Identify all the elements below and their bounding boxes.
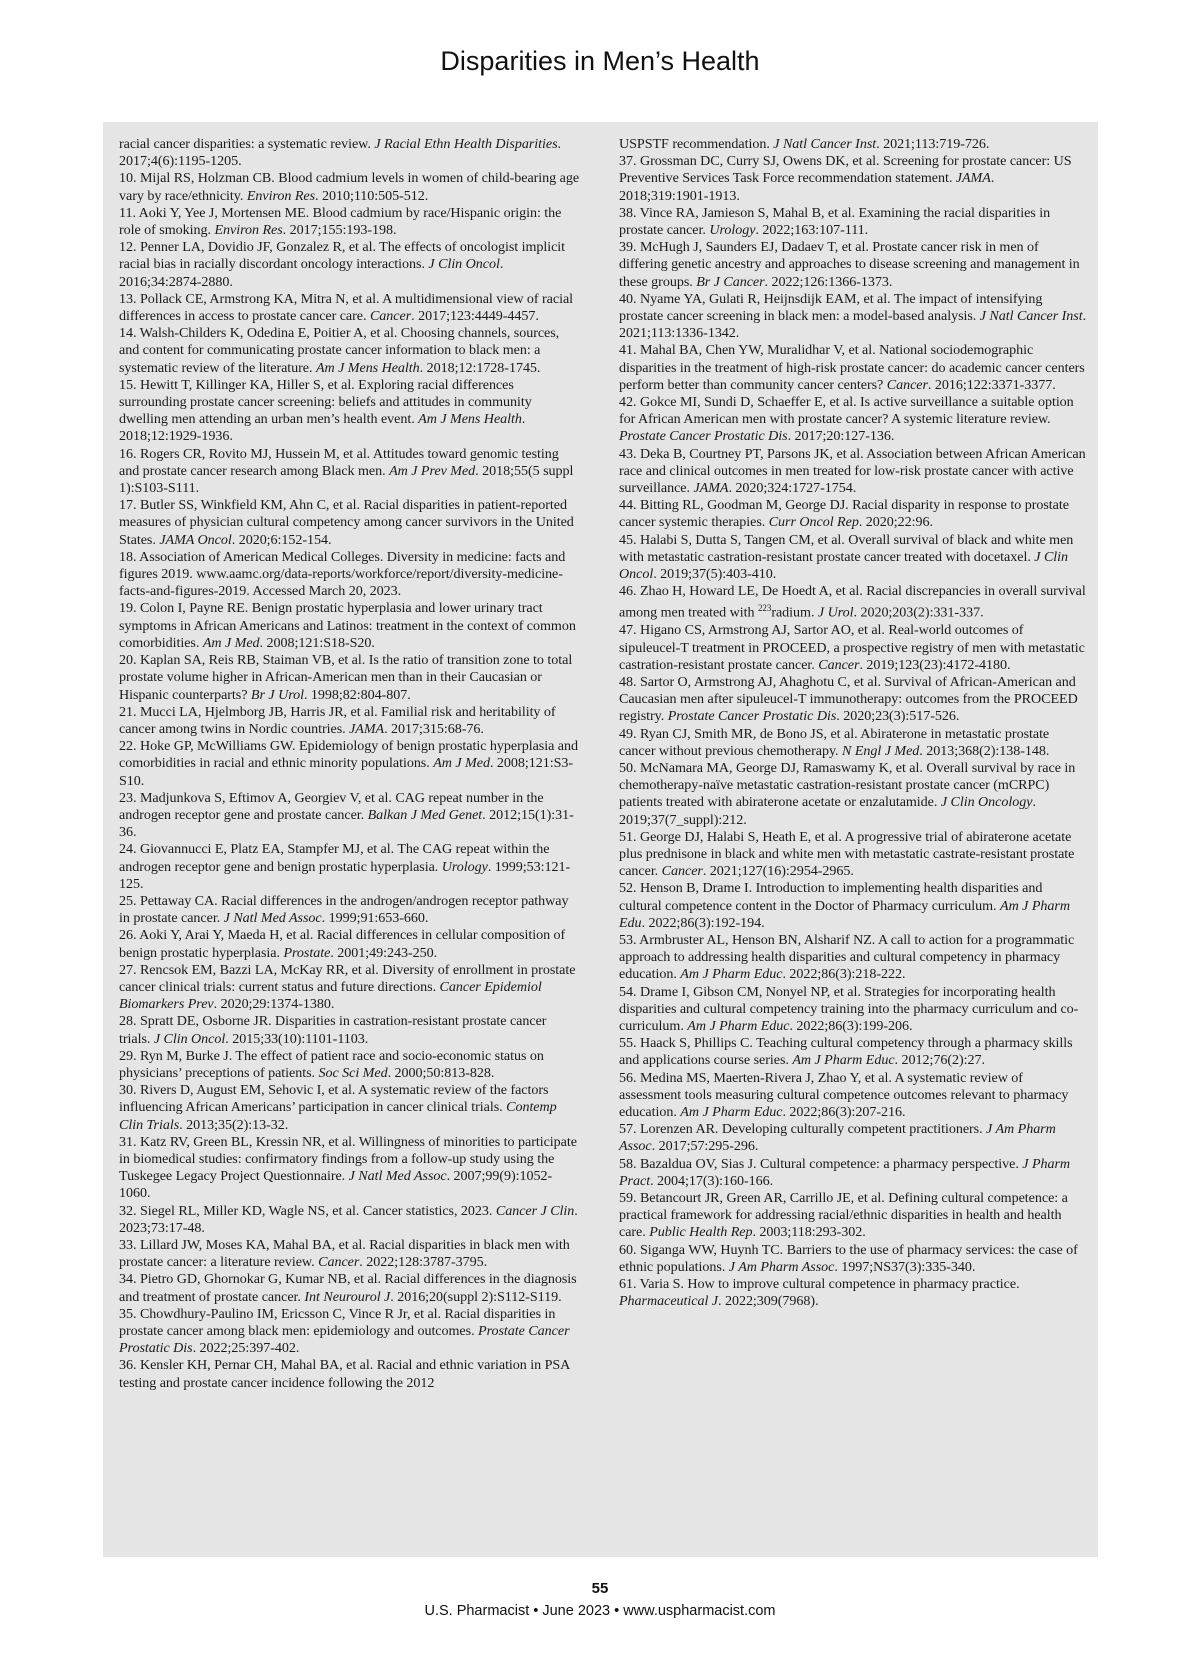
reference-citation: . 2020;23(3):517-526.: [836, 708, 960, 725]
reference-entry: [119, 927, 581, 961]
reference-citation: . 2000;50:813-828.: [387, 1064, 495, 1081]
reference-entry: [619, 1190, 1087, 1242]
reference-citation: . 2020;203(2):331-337.: [853, 605, 984, 622]
reference-journal: Environ Res: [246, 187, 316, 204]
reference-journal: Prostate Cancer Prostatic Dis: [119, 1323, 570, 1357]
reference-citation: . 2013;368(2):138-148.: [919, 742, 1050, 759]
reference-text: 49. Ryan CJ, Smith MR, de Bono JS, et al. Abiraterone in metastatic prostate cancer without previous chemotherapy.: [619, 725, 1050, 759]
reference-citation: . 2020;29:1374-1380.: [213, 996, 335, 1013]
reference-entry: [119, 205, 581, 239]
reference-journal: Br J Cancer: [696, 273, 765, 290]
reference-text: 25. Pettaway CA. Racial differences in the androgen/androgen receptor pathway in prostate cancer.: [119, 892, 569, 927]
reference-citation: . 2023;73:17-48.: [119, 1202, 578, 1236]
reference-text: racial cancer disparities: a systematic review.: [119, 136, 375, 152]
reference-citation: . 2013;35(2):13-32.: [179, 1116, 289, 1133]
reference-citation: . 2017;123:4449-4457.: [411, 308, 539, 325]
reference-text: 26. Aoki Y, Arai Y, Maeda H, et al. Racial differences in cellular composition of benign prostatic hyperplasia.: [119, 927, 566, 961]
page-title: Disparities in Men’s Health: [440, 46, 760, 76]
reference-entry: [119, 600, 581, 652]
reference-text: 59. Betancourt JR, Green AR, Carrillo JE, et al. Defining cultural competence: a practical framework for addressing racial/ethnic disparities in health and health care.: [619, 1190, 1068, 1241]
reference-citation: . 2001;49:243-250.: [330, 944, 438, 961]
reference-text: 22. Hoke GP, McWilliams GW. Epidemiology of benign prostatic hyperplasia and comorbidities in racial and ethnic minority populations.: [119, 738, 578, 772]
reference-text: radium.: [771, 605, 818, 622]
reference-citation: . 2008;121:S3-S10.: [119, 755, 574, 789]
reference-entry: [119, 1013, 581, 1047]
reference-entry: [119, 1306, 581, 1358]
reference-entry: [619, 205, 1087, 239]
reference-citation: . 2020;6:152-154.: [231, 531, 332, 548]
reference-citation: . 2003;118:293-302.: [752, 1224, 866, 1241]
reference-text: 10. Mijal RS, Holzman CB. Blood cadmium levels in women of child-bearing age vary by race/ethnicity.: [119, 170, 580, 204]
reference-entry: [619, 342, 1087, 394]
reference-citation: . 2021;113:719-726.: [876, 136, 990, 152]
reference-journal: JAMA Oncol: [159, 531, 232, 548]
reference-entry: [619, 1070, 1087, 1122]
reference-journal: J Natl Cancer Inst: [979, 308, 1083, 325]
reference-text: 47. Higano CS, Armstrong AJ, Sartor AO, et al. Real-world outcomes of sipuleucel-T treatment in PROCEED, a prospective registry of men with metastatic castration-resistant prostate cancer.: [619, 622, 1085, 673]
reference-citation: . 2020;324:1727-1754.: [728, 480, 857, 497]
reference-entry: [119, 1357, 581, 1391]
reference-citation: . 2008;121:S18-S20.: [259, 634, 375, 651]
reference-citation: . 2018;12:1728-1745.: [419, 359, 541, 376]
reference-journal: Cancer: [369, 308, 412, 325]
reference-journal: Urology: [441, 858, 488, 875]
reference-text: 36. Kensler KH, Pernar CH, Mahal BA, et al. Racial and ethnic variation in PSA testing and prostate cancer incidence following the 2012: [119, 1357, 570, 1391]
reference-entry: [119, 893, 581, 927]
reference-text: 50. McNamara MA, George DJ, Ramaswamy K, et al. Overall survival by race in chemotherapy-naïve metastatic castration-resistant prostate cancer (mCRPC) patients treated with abiraterone acetate or enzalutamide.: [619, 760, 1076, 811]
reference-citation: . 2022;128:3787-3795.: [359, 1254, 488, 1271]
reference-entry: [119, 136, 581, 170]
reference-entry: [119, 1134, 581, 1203]
reference-entry: [119, 497, 581, 549]
reference-citation: . 2022;86(3):207-216.: [782, 1104, 906, 1121]
reference-journal: Prostate: [283, 944, 331, 961]
references-column-left: [119, 136, 581, 1392]
reference-entry: [619, 1121, 1087, 1155]
reference-text: 40. Nyame YA, Gulati R, Heijnsdijk EAM, et al. The impact of intensifying prostate cancer screening in black men: a model-based analysis.: [619, 290, 1043, 325]
reference-text: 60. Siganga WW, Huynh TC. Barriers to the use of pharmacy services: the case of ethnic populations.: [619, 1241, 1078, 1275]
reference-text: 21. Mucci LA, Hjelmborg JB, Harris JR, et al. Familial risk and heritability of cancer among twins in Nordic countries.: [119, 703, 556, 737]
reference-citation: . 2021;127(16):2954-2965.: [702, 863, 854, 880]
reference-citation: . 2018;319:1901-1913.: [619, 170, 995, 204]
reference-text: 53. Armbruster AL, Henson BN, Alsharif NZ. A call to action for a programmatic approach to addressing health disparities and cultural competency in pharmacy education.: [619, 932, 1075, 983]
reference-citation: . 2017;57:295-296.: [651, 1138, 759, 1155]
reference-citation: . 2017;155:193-198.: [282, 222, 397, 239]
reference-text: 31. Katz RV, Green BL, Kressin NR, et al. Willingness of minorities to participate in biomedical studies: confirmatory findings from a follow-up study using the Tuskegee Legacy Project Questionnaire.: [119, 1133, 577, 1185]
reference-text: 56. Medina MS, Maerten-Rivera J, Zhao Y, et al. A systematic review of assessment tools measuring cultural competence outcomes relevant to pharmacy education.: [619, 1069, 1069, 1121]
reference-citation: . 2017;20:127-136.: [787, 428, 895, 445]
reference-entry: [119, 1237, 581, 1271]
reference-citation: . 2004;17(3):160-166.: [650, 1172, 774, 1189]
reference-journal: Contemp Clin Trials: [119, 1099, 557, 1133]
reference-journal: Cancer: [886, 376, 928, 393]
reference-journal: Cancer: [661, 863, 703, 880]
reference-text: 29. Ryn M, Burke J. The effect of patient race and socio-economic status on physicians’ preceptions of patients.: [119, 1047, 544, 1081]
reference-journal: Am J Pharm Educ: [687, 1018, 790, 1035]
reference-text: 46. Zhao H, Howard LE, De Hoedt A, et al. Racial discrepancies in overall survival among men treated with: [619, 583, 1086, 622]
reference-journal: Urology: [709, 222, 756, 239]
reference-entry: [619, 622, 1087, 674]
reference-text: 58. Bazaldua OV, Sias J. Cultural competence: a pharmacy perspective.: [619, 1155, 1023, 1172]
reference-citation: . 2019;37(5):403-410.: [653, 566, 777, 583]
reference-journal: Am J Pharm Educ: [680, 1104, 783, 1121]
reference-text: 17. Butler SS, Winkfield KM, Ahn C, et al. Racial disparities in patient-reported measures of physician cultural competency among cancer survivors in the United States.: [119, 497, 574, 548]
reference-entry: [119, 170, 581, 204]
reference-entry: [619, 497, 1087, 531]
reference-citation: . 2018;12:1929-1936.: [119, 411, 526, 445]
reference-entry: [119, 1082, 581, 1134]
reference-text: 24. Giovannucci E, Platz EA, Stampfer MJ, et al. The CAG repeat within the androgen receptor gene and benign prostatic hyperplasia.: [119, 841, 550, 875]
reference-entry: [619, 726, 1087, 760]
reference-journal: J Clin Oncology: [940, 794, 1033, 811]
reference-text: 51. George DJ, Halabi S, Heath E, et al. A progressive trial of abiraterone acetate plus prednisone in black and white men with metastatic castrate-resistant prostate cancer.: [619, 828, 1075, 880]
reference-citation: . 2007;99(9):1052-1060.: [119, 1168, 553, 1202]
reference-citation: . 2022;126:1366-1373.: [764, 273, 893, 290]
reference-journal: J Natl Med Assoc: [223, 910, 322, 927]
reference-entry: [619, 136, 1087, 153]
reference-entry: [119, 841, 581, 893]
reference-citation: . 2022;86(3):218-222.: [782, 966, 906, 983]
reference-journal: Br J Urol: [250, 686, 304, 703]
reference-journal: Prostate Cancer Prostatic Dis: [667, 708, 837, 725]
reference-text: 45. Halabi S, Dutta S, Tangen CM, et al. Overall survival of black and white men with metastatic castration-resistant prostate cancer treated with docetaxel.: [619, 531, 1074, 565]
reference-entry: [619, 239, 1087, 291]
reference-entry: [619, 153, 1087, 205]
reference-citation: . 2012;76(2):27.: [894, 1052, 985, 1069]
reference-text: 52. Henson B, Drame I. Introduction to implementing health disparities and cultural competence content in the Doctor of Pharmacy curriculum.: [619, 880, 1043, 914]
reference-entry: [619, 583, 1087, 622]
reference-citation: . 2016;122:3371-3377.: [927, 376, 1056, 393]
reference-journal: Am J Pharm Edu: [619, 897, 1070, 931]
reference-text: 23. Madjunkova S, Eftimov A, Georgiev V, et al. CAG repeat number in the androgen receptor gene and prostate cancer.: [119, 789, 544, 823]
reference-citation: . 2018;55(5 suppl 1):S103-S111.: [119, 462, 574, 497]
reference-journal: Balkan J Med Genet: [367, 806, 483, 823]
reference-text: 42. Gokce MI, Sundi D, Schaeffer E, et al. Is active surveillance a suitable option for African American men with prostate cancer? A systemic literature review.: [619, 394, 1074, 428]
reference-entry: [119, 239, 581, 291]
reference-citation: . 2017;315:68-76.: [384, 720, 484, 737]
page-number: 55: [591, 1580, 609, 1597]
reference-journal: J Pharm Pract: [619, 1155, 1071, 1189]
reference-superscript: 223: [757, 603, 772, 614]
reference-text: 54. Drame I, Gibson CM, Nonyel NP, et al. Strategies for incorporating health disparities and cultural competency training into the pharmacy curriculum and co-curriculum.: [619, 983, 1079, 1035]
reference-citation: . 2016;34:2874-2880.: [119, 256, 504, 290]
reference-text: 39. McHugh J, Saunders EJ, Dadaev T, et al. Prostate cancer risk in men of differing genetic ancestry and approaches to disease screening and management in these groups.: [619, 239, 1080, 290]
reference-journal: JAMA: [955, 170, 991, 187]
reference-journal: J Clin Oncol: [153, 1030, 226, 1047]
reference-text: 44. Bitting RL, Goodman M, George DJ. Racial disparity in response to prostate cancer systemic therapies.: [619, 497, 1069, 531]
reference-text: 27. Rencsok EM, Bazzi LA, McKay RR, et al. Diversity of enrollment in prostate cancer clinical trials: current status and future directions.: [119, 961, 576, 995]
reference-entry: [619, 932, 1087, 984]
reference-entry: [119, 1048, 581, 1082]
reference-journal: Cancer: [318, 1254, 360, 1271]
reference-journal: Curr Oncol Rep: [768, 514, 859, 531]
reference-text: 43. Deka B, Courtney PT, Parsons JK, et al. Association between African American race and clinical outcomes in men treated for low-risk prostate cancer with active surveillance.: [619, 445, 1086, 497]
reference-text: 34. Pietro GD, Ghornokar G, Kumar NB, et al. Racial differences in the diagnosis and treatment of prostate cancer.: [119, 1271, 577, 1305]
reference-citation: . 1998;82:804-807.: [303, 686, 411, 703]
reference-entry: [619, 829, 1087, 881]
reference-journal: J Natl Med Assoc: [348, 1168, 447, 1185]
reference-journal: J Clin Oncol: [428, 256, 500, 273]
reference-journal: Cancer J Clin: [495, 1202, 575, 1219]
reference-journal: Cancer Epidemiol Biomarkers Prev: [119, 978, 542, 1013]
reference-text: 11. Aoki Y, Yee J, Mortensen ME. Blood cadmium by race/Hispanic origin: the role of smoking.: [119, 204, 562, 239]
references-panel: [103, 122, 1098, 1557]
reference-journal: Int Neurourol J: [304, 1288, 391, 1305]
reference-citation: . 2020;22:96.: [858, 514, 933, 531]
reference-journal: Am J Mens Health: [418, 411, 522, 428]
reference-entry: [619, 1242, 1087, 1276]
reference-journal: Am J Pharm Educ: [680, 966, 783, 983]
reference-entry: [119, 325, 581, 377]
reference-entry: [119, 446, 581, 498]
reference-citation: . 2019;37(7_suppl):212.: [619, 794, 1036, 828]
reference-text: 12. Penner LA, Dovidio JF, Gonzalez R, et al. The effects of oncologist implicit racial bias in racially discordant oncology interactions.: [119, 239, 566, 273]
reference-text: 48. Sartor O, Armstrong AJ, Ahaghotu C, et al. Survival of African-American and Caucasian men after sipuleucel-T immunotherapy: outcomes from the PROCEED registry.: [619, 673, 1078, 725]
reference-entry: [619, 291, 1087, 343]
reference-entry: [119, 962, 581, 1014]
reference-journal: Am J Mens Health: [315, 359, 420, 376]
reference-text: 32. Siegel RL, Miller KD, Wagle NS, et al. Cancer statistics, 2023.: [119, 1202, 496, 1219]
reference-entry: [619, 984, 1087, 1036]
reference-entry: [119, 1271, 581, 1305]
reference-text: 37. Grossman DC, Curry SJ, Owens DK, et al. Screening for prostate cancer: US Preventive Services Task Force recommendation statement.: [619, 153, 1072, 187]
reference-citation: . 2019;123(23):4172-4180.: [859, 656, 1011, 673]
reference-citation: . 2022;163:107-111.: [755, 222, 869, 239]
reference-entry: [119, 652, 581, 704]
reference-text: 33. Lillard JW, Moses KA, Mahal BA, et al. Racial disparities in black men with prostate cancer: a literature review.: [119, 1237, 570, 1271]
reference-journal: Pharmaceutical J: [619, 1293, 718, 1310]
reference-text: 61. Varia S. How to improve cultural competence in pharmacy practice.: [619, 1276, 1020, 1293]
reference-journal: Prostate Cancer Prostatic Dis: [619, 428, 788, 445]
reference-citation: . 2021;113:1336-1342.: [619, 308, 1087, 342]
reference-entry: [619, 880, 1087, 932]
reference-journal: Am J Med: [433, 755, 490, 772]
reference-journal: Cancer: [818, 656, 860, 673]
reference-entry: [619, 760, 1087, 829]
reference-text: 30. Rivers D, August EM, Sehovic I, et al. A systematic review of the factors influencing African Americans’ participation in cancer clinical trials.: [119, 1082, 549, 1116]
reference-text: USPSTF recommendation.: [619, 136, 774, 152]
reference-citation: . 2017;4(6):1195-1205.: [119, 136, 561, 170]
reference-entry: [619, 1156, 1087, 1190]
reference-journal: Public Health Rep: [649, 1224, 753, 1241]
references-column-right: [619, 136, 1087, 1311]
reference-text: 16. Rogers CR, Rovito MJ, Hussein M, et al. Attitudes toward genomic testing and prostate cancer research among Black men.: [119, 445, 559, 479]
reference-text: 28. Spratt DE, Osborne JR. Disparities in castration-resistant prostate cancer trials.: [119, 1013, 547, 1047]
reference-entry: [119, 704, 581, 738]
reference-journal: N Engl J Med: [842, 742, 920, 759]
reference-citation: . 2022;309(7968).: [718, 1293, 819, 1310]
reference-entry: [619, 674, 1087, 726]
reference-journal: J Clin Oncol: [619, 548, 1069, 583]
reference-journal: Soc Sci Med: [318, 1064, 388, 1081]
reference-citation: . 1999;53:121-125.: [119, 858, 571, 892]
reference-journal: J Urol: [817, 605, 854, 622]
reference-text: 15. Hewitt T, Killinger KA, Hiller S, et al. Exploring racial differences surrounding prostate cancer screening: beliefs and attitudes in community dwelling men attending an urban men’s health event.: [119, 376, 532, 428]
reference-entry: [119, 738, 581, 790]
reference-citation: . 1997;NS37(3):335-340.: [834, 1258, 976, 1275]
reference-journal: J Am Pharm Assoc: [619, 1121, 1056, 1155]
reference-citation: . 2010;110:505-512.: [315, 187, 429, 204]
reference-entry: [619, 1035, 1087, 1069]
reference-journal: J Natl Cancer Inst: [773, 136, 877, 152]
reference-journal: Am J Prev Med: [389, 462, 476, 479]
reference-entry: [119, 1203, 581, 1237]
reference-text: 19. Colon I, Payne RE. Benign prostatic hyperplasia and lower urinary tract symptoms in African Americans and Latinos: treatment in the context of common comorbidities.: [119, 600, 576, 651]
reference-text: 55. Haack S, Phillips C. Teaching cultural competency through a pharmacy skills and applications course series.: [619, 1035, 1073, 1069]
reference-text: 13. Pollack CE, Armstrong KA, Mitra N, et al. A multidimensional view of racial differences in access to prostate cancer care.: [119, 290, 574, 325]
reference-journal: J Am Pharm Assoc: [728, 1258, 835, 1275]
reference-entry: [619, 532, 1087, 584]
reference-text: 18. Association of American Medical Colleges. Diversity in medicine: facts and figures 2019. www.aamc.org/data-reports/workforce/report/diversity-medicine-facts-and-figures-2019. Accessed March 20, 2023.: [119, 548, 566, 600]
reference-journal: J Racial Ethn Health Disparities: [374, 136, 558, 152]
reference-text: 41. Mahal BA, Chen YW, Muralidhar V, et al. National sociodemographic disparities in the treatment of high-risk prostate cancer: do academic cancer centers perform better than community cancer centers?: [619, 342, 1085, 393]
reference-citation: . 2022;86(3):199-206.: [789, 1018, 913, 1035]
reference-citation: . 2012;15(1):31-36.: [119, 806, 574, 841]
reference-entry: [119, 291, 581, 325]
reference-journal: JAMA: [693, 480, 729, 497]
reference-text: 57. Lorenzen AR. Developing culturally competent practitioners.: [619, 1121, 987, 1138]
reference-text: 38. Vince RA, Jamieson S, Mahal B, et al. Examining the racial disparities in prostate cancer.: [619, 204, 1051, 239]
reference-citation: . 2016;20(suppl 2):S112-S119.: [390, 1288, 562, 1305]
reference-entry: [619, 1276, 1087, 1310]
reference-entry: [619, 446, 1087, 498]
reference-entry: [119, 549, 581, 601]
reference-journal: JAMA: [349, 720, 385, 737]
reference-journal: Environ Res: [214, 222, 283, 239]
reference-entry: [119, 790, 581, 842]
reference-journal: Am J Pharm Educ: [792, 1052, 895, 1069]
reference-entry: [619, 394, 1087, 446]
reference-citation: . 2022;86(3):192-194.: [641, 914, 765, 931]
publication-footer: U.S. Pharmacist • June 2023 • www.uspharmacist.com: [424, 1603, 776, 1619]
reference-journal: Am J Med: [202, 634, 260, 651]
reference-citation: . 1999;91:653-660.: [321, 910, 429, 927]
reference-entry: [119, 377, 581, 446]
reference-citation: . 2022;25:397-402.: [192, 1340, 300, 1357]
reference-citation: . 2015;33(10):1101-1103.: [225, 1030, 369, 1047]
reference-text: 35. Chowdhury-Paulino IM, Ericsson C, Vince R Jr, et al. Racial disparities in prostate cancer among black men: epidemiology and outcomes.: [119, 1305, 556, 1340]
reference-text: 20. Kaplan SA, Reis RB, Staiman VB, et al. Is the ratio of transition zone to total prostate volume higher in African-American men than in their Caucasian or Hispanic counterparts?: [119, 652, 573, 703]
reference-text: 14. Walsh-Childers K, Odedina E, Poitier A, et al. Choosing channels, sources, and content for communicating prostate cancer information to black men: a systematic review of the literature.: [119, 325, 560, 376]
